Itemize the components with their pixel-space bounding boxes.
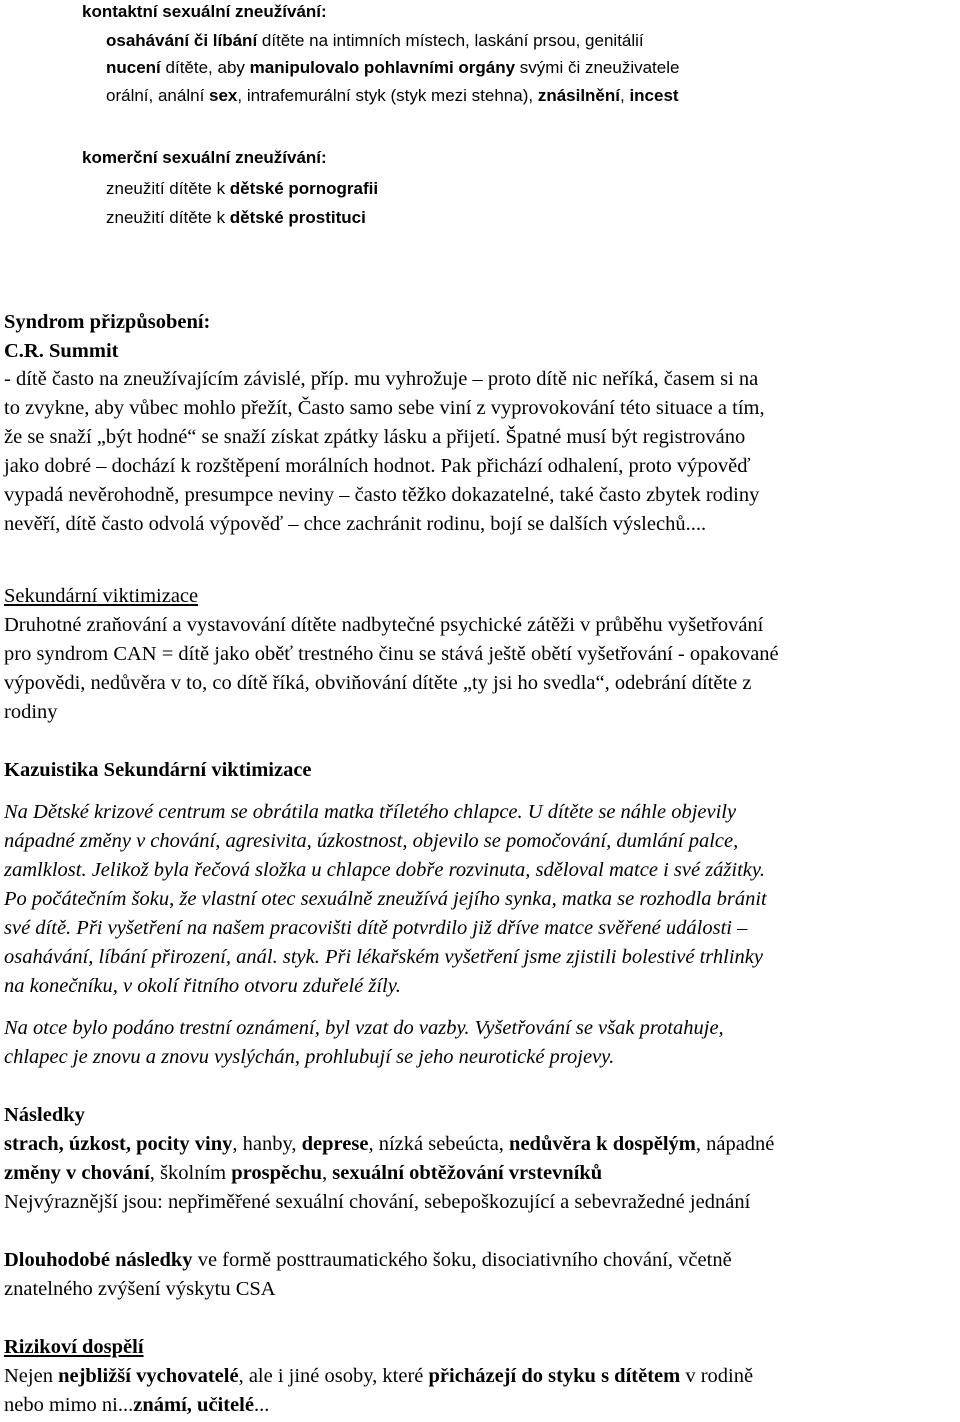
consequences-heading: Následky <box>4 1104 85 1126</box>
commercial-abuse-line-1 <box>106 179 378 199</box>
case-text-line: Na Dětské krizové centrum se obrátila matka tříletého chlapce. U dítěte se náhle objevily <box>4 801 737 823</box>
case-text-line: Na otce bylo podáno trestní oznámení, byl vzat do vazby. Vyšetřování se však protahuje, <box>4 1017 724 1039</box>
bold-text-run: incest <box>629 86 679 105</box>
bold-text-run: dětské prostituci <box>229 208 366 227</box>
bold-text-run: dětské pornografii <box>229 179 379 198</box>
secondary-victimization-heading: Sekundární viktimizace <box>4 585 199 607</box>
text-run: , nízká sebeúcta, <box>368 1133 510 1155</box>
bold-text-run: nedůvěra k dospělým <box>509 1133 696 1155</box>
bold-text-run: manipulovalo pohlavními orgány <box>249 58 516 77</box>
secondary-text-line: výpovědi, nedůvěra v to, co dítě říká, obviňování dítěte „ty jsi ho svedla“, odebrání dítěte z <box>4 672 752 694</box>
commercial-abuse-line-2 <box>106 208 366 228</box>
consequences-line-3: Nejvýraznější jsou: nepřiměřené sexuální chování, sebepoškozující a sebevražedné jednání <box>4 1191 751 1213</box>
longterm-line-1 <box>4 1249 732 1272</box>
case-text-line: nápadné změny v chování, agresivita, úzkostnost, objevilo se pomočování, dumlání palce, <box>4 830 739 852</box>
bold-text-run: znásilnění <box>537 86 620 105</box>
text-run: v rodině <box>680 1365 754 1387</box>
syndrome-text-line: jako dobré – dochází k rozštěpení morálních hodnot. Pak přichází odhalení, proto výpověď <box>4 455 751 477</box>
text-run: dítěte na intimních místech, laskání prsou, genitálií <box>257 31 644 50</box>
text-run: , intrafemurální styk (styk mezi stehna), <box>237 86 538 105</box>
bold-text-run: nucení <box>106 58 161 77</box>
case-text-line: své dítě. Při vyšetření na našem pracovišti dítě potvrdilo již dříve matce svěřené události – <box>4 917 748 939</box>
text-run: Nejen <box>4 1365 59 1387</box>
bold-text-run: sexuální obtěžování vrstevníků <box>332 1162 603 1184</box>
case-text-line: Po počátečním šoku, že vlastní otec sexuálně zneužívá jejího synka, matka se rozhodla bránit <box>4 888 767 910</box>
text-run: dítěte, aby <box>160 58 250 77</box>
bold-text-run: osahávání či líbání <box>106 31 258 50</box>
text-run: , školním <box>149 1162 232 1184</box>
bold-text-run: Dlouhodobé následky <box>4 1249 193 1271</box>
text-run: zneužití dítěte k <box>106 179 230 198</box>
syndrome-text-line: že se snaží „být hodné“ se snaží získat zpátky lásku a přijetí. Špatné musí být registrováno <box>4 426 746 448</box>
text-run: , hanby, <box>232 1133 302 1155</box>
case-text-line: osahávání, líbání přirození, anál. styk. Při lékařském vyšetření jsme zjistili bolestivé trhlinky <box>4 946 763 968</box>
syndrome-heading: Syndrom přizpůsobení: <box>4 311 211 333</box>
text-run: zneužití dítěte k <box>106 208 230 227</box>
syndrome-text-line: - dítě často na zneužívajícím závislé, příp. mu vyhrožuje – proto dítě nic neříká, časem si na <box>4 368 759 390</box>
bold-text-run: změny v chování <box>4 1162 150 1184</box>
syndrome-text-line: nevěří, dítě často odvolá výpověď – chce zachránit rodinu, bojí se dalších výslechů.... <box>4 513 707 535</box>
text-run: , ale i jiné osoby, které <box>238 1365 429 1387</box>
text-run: , <box>620 86 630 105</box>
text-run: svými či zneuživatele <box>515 58 680 77</box>
bold-text-run: přicházejí do styku s dítětem <box>428 1365 681 1387</box>
bold-text-run: sex <box>209 86 238 105</box>
secondary-text-line: pro syndrom CAN = dítě jako oběť trestného činu se stává ještě obětí vyšetřování - opakované <box>4 643 779 665</box>
risk-adults-line-2 <box>4 1394 269 1417</box>
bold-text-run: nejbližší vychovatelé <box>58 1365 239 1387</box>
text-run: orální, anální <box>106 86 210 105</box>
case-study-heading: Kazuistika Sekundární viktimizace <box>4 759 312 781</box>
longterm-line-2: znatelného zvýšení výskytu CSA <box>4 1278 276 1300</box>
case-text-line: zamlklost. Jelikož byla řečová složka u chlapce dobře rozvinuta, sděloval matce i své zážitky. <box>4 859 765 881</box>
risk-adults-line-1 <box>4 1365 753 1388</box>
contact-abuse-line-3 <box>106 86 679 106</box>
text-run: , <box>322 1162 333 1184</box>
syndrome-author: C.R. Summit <box>4 340 119 362</box>
contact-abuse-line-1 <box>106 31 644 51</box>
bold-text-run: známí, učitelé <box>133 1394 254 1416</box>
commercial-abuse-heading: komerční sexuální zneužívání: <box>82 148 327 167</box>
text-run: , nápadné <box>695 1133 775 1155</box>
bold-text-run: strach, úzkost, pocity viny <box>4 1133 233 1155</box>
contact-abuse-line-2 <box>106 58 679 78</box>
bold-text-run: deprese <box>301 1133 369 1155</box>
case-text-line: chlapec je znovu a znovu vyslýchán, prohlubují se jeho neurotické projevy. <box>4 1046 615 1068</box>
bold-text-run: prospěchu <box>231 1162 322 1184</box>
secondary-text-line: Druhotné zraňování a vystavování dítěte nadbytečné psychické zátěži v průběhu vyšetřování <box>4 614 764 636</box>
secondary-text-line: rodiny <box>4 701 58 723</box>
syndrome-text-line: vypadá nevěrohodně, presumpce neviny – často těžko dokazatelné, také často zbytek rodiny <box>4 484 760 506</box>
risk-adults-heading: Rizikoví dospělí <box>4 1336 144 1358</box>
text-run: ve formě posttraumatického šoku, disociativního chování, včetně <box>192 1249 732 1271</box>
text-run: nebo mimo ni... <box>4 1394 134 1416</box>
contact-abuse-heading: kontaktní sexuální zneužívání: <box>82 2 327 21</box>
consequences-line-2 <box>4 1162 602 1185</box>
case-text-line: na konečníku, v okolí řitního otvoru zduřelé žíly. <box>4 975 401 997</box>
syndrome-text-line: to zvykne, aby vůbec mohlo přežít, Často samo sebe viní z vyprovokování této situace a tím, <box>4 397 765 419</box>
text-run: ... <box>253 1394 270 1416</box>
consequences-line-1 <box>4 1133 774 1156</box>
